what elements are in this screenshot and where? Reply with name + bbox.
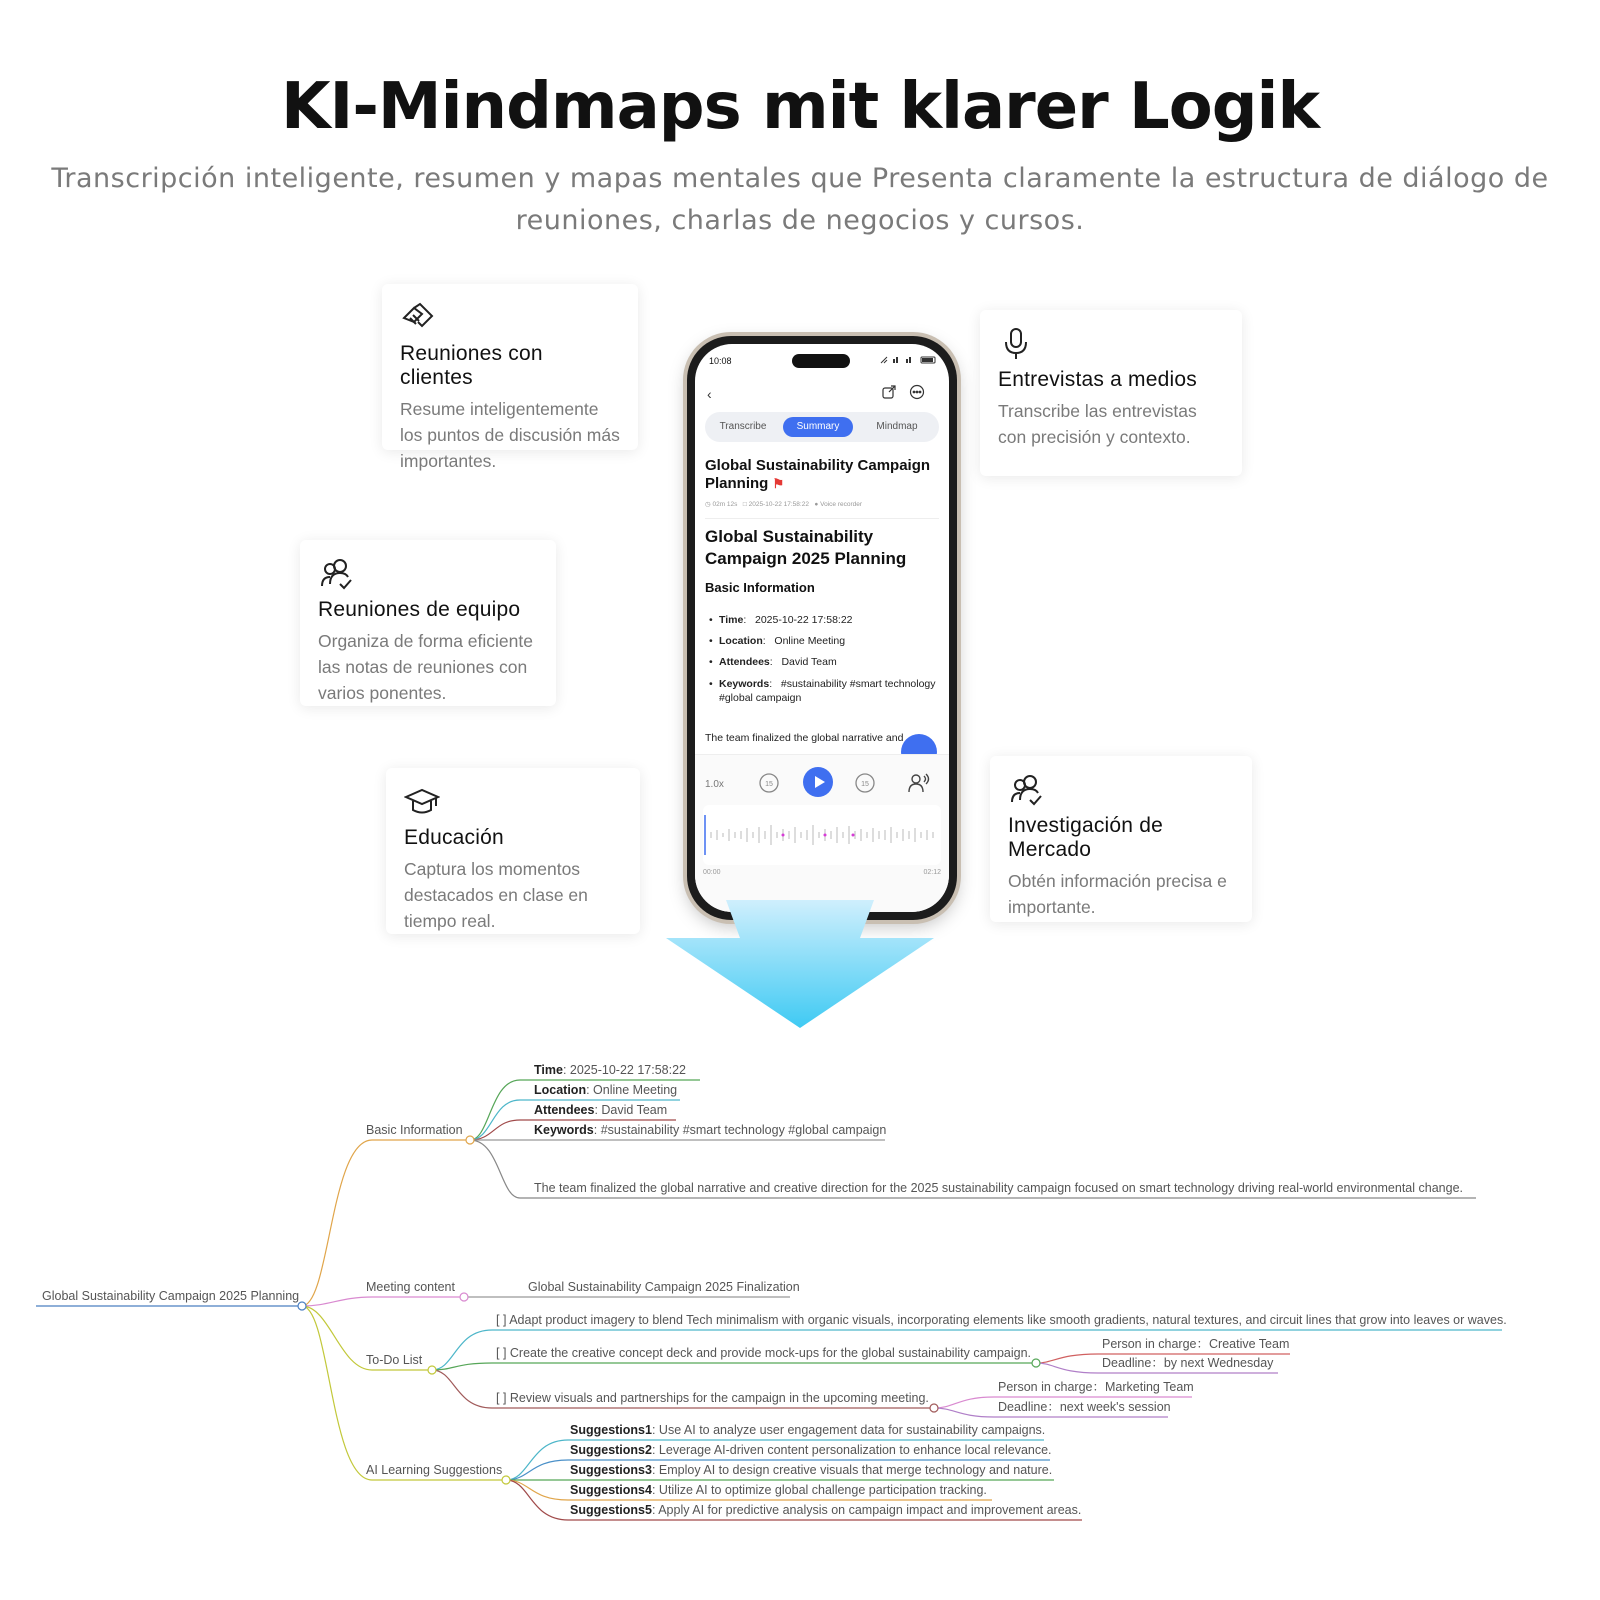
forward-15-icon[interactable] — [853, 771, 877, 795]
mic-small-icon: ● — [814, 501, 819, 508]
mm-label: Suggestions2 — [570, 1443, 652, 1457]
mm-location: Location: Online Meeting — [534, 1083, 678, 1097]
branch-todo: To-Do List — [366, 1353, 423, 1367]
card-text: Transcribe las entrevistas con precisión y contexto. — [998, 401, 1197, 447]
mm-value: : Utilize AI to optimize global challenge participation tracking. — [651, 1483, 987, 1497]
todo-item-2-person: Person in charge：Creative Team — [1102, 1337, 1290, 1351]
mm-summary: The team finalized the global narrative and creative direction for the 2025 sustainability campaign focused on smart technology driving real-world environmental change. — [534, 1181, 1463, 1195]
time-start: 00:00 — [703, 869, 721, 876]
branch-meeting-content: Meeting content — [366, 1280, 455, 1294]
time-end: 02:12 — [923, 869, 941, 876]
mm-label: Time — [534, 1063, 563, 1077]
card-title: Reuniones de equipo — [318, 598, 521, 621]
tab-summary[interactable]: Summary — [783, 417, 853, 437]
info-list — [709, 610, 937, 705]
mm-attendees: Attendees: David Team — [534, 1103, 668, 1117]
status-time: 10:08 — [709, 356, 732, 366]
todo-item-3: [ ] Review visuals and partnerships for the campaign in the upcoming meeting. — [496, 1391, 929, 1405]
ai-suggestion-4 — [570, 1483, 987, 1497]
mm-value: : Leverage AI-driven content personalization to enhance local relevance. — [651, 1443, 1052, 1457]
mm-time: Time: 2025-10-22 17:58:22 — [534, 1063, 686, 1077]
page-title: KI-Mindmaps mit klarer Logik — [280, 70, 1320, 144]
card-text: Organiza de forma eficiente las notas de reuniones con varios ponentes. — [318, 631, 533, 703]
research-icon — [1008, 772, 1044, 808]
tab-bar — [705, 412, 939, 442]
recording-title — [705, 457, 941, 493]
more-icon[interactable] — [909, 384, 925, 400]
mm-value: Online Meeting — [593, 1083, 678, 1097]
mm-value: #sustainability #smart technology #global campaign — [600, 1123, 887, 1137]
field-value: #sustainability #smart technology #global campaign — [719, 678, 936, 704]
mm-label: Location — [534, 1083, 587, 1097]
mm-keywords: Keywords: #sustainability #smart technology #global campaign — [534, 1123, 887, 1137]
list-item: • Time: 2025-10-22 17:58:22 — [709, 610, 937, 631]
todo-item-2: [ ] Create the creative concept deck and provide mock-ups for the global sustainability campaign. — [496, 1346, 1032, 1360]
share-icon[interactable] — [881, 384, 897, 400]
card-market-research — [990, 756, 1252, 922]
speed-button[interactable]: 1.0x — [705, 779, 724, 790]
card-title: Investigación de Mercado — [1008, 814, 1163, 861]
page-subtitle: Transcripción inteligente, resumen y mapas mentales que Presenta claramente la estructura de diálogo de reuniones, charlas de negocios y cursos. — [51, 163, 1549, 236]
field-label: Attendees — [719, 656, 770, 668]
meta-duration: 02m 12s — [712, 501, 738, 508]
ai-suggestion-1 — [570, 1423, 1045, 1437]
team-icon — [318, 556, 354, 592]
graduation-cap-icon — [404, 784, 440, 820]
play-button[interactable] — [803, 767, 833, 797]
mm-label: Keywords — [534, 1123, 594, 1137]
meta-source: Voice recorder — [820, 501, 863, 508]
dynamic-island — [792, 354, 850, 368]
field-value: 2025-10-22 17:58:22 — [755, 614, 853, 626]
ai-suggestion-2 — [570, 1443, 1052, 1457]
down-arrow — [664, 900, 936, 1030]
flag-icon: ⚑ — [772, 476, 785, 491]
skip-label: 15 — [861, 781, 869, 788]
tab-transcribe[interactable]: Transcribe — [719, 421, 767, 432]
branch-ai-suggestions: AI Learning Suggestions — [366, 1463, 503, 1477]
card-team-meetings — [300, 540, 556, 706]
tab-mindmap[interactable]: Mindmap — [876, 421, 918, 432]
card-text: Resume inteligentemente los puntos de discusión más importantes. — [400, 399, 620, 471]
mm-label: Suggestions3 — [570, 1463, 652, 1477]
mm-value: : Use AI to analyze user engagement data for sustainability campaigns. — [651, 1423, 1046, 1437]
todo-item-1: [ ] Adapt product imagery to blend Tech minimalism with organic visuals, incorporating elements like smooth gradients, natural textures, and circuit lines that grow into leaves or waves. — [496, 1313, 1507, 1327]
mindmap — [0, 1040, 1600, 1600]
recording-title-text: Global Sustainability Campaign Planning — [705, 457, 931, 492]
field-label: Keywords — [719, 678, 770, 690]
section-heading: Basic Information — [705, 580, 815, 595]
card-education — [386, 768, 640, 934]
field-label: Time — [719, 614, 744, 626]
card-title: Reuniones con clientes — [400, 342, 543, 389]
todo-item-2-deadline: Deadline：by next Wednesday — [1102, 1356, 1274, 1370]
field-label: Location — [719, 635, 763, 647]
signal-battery-icon — [879, 355, 939, 365]
field-value: Online Meeting — [774, 635, 846, 647]
card-title: Educación — [404, 826, 504, 849]
list-item: • Attendees: David Team — [709, 652, 937, 673]
card-title: Entrevistas a medios — [998, 368, 1197, 391]
divider — [705, 518, 939, 519]
mm-label: Suggestions1 — [570, 1423, 652, 1437]
recording-meta — [705, 500, 862, 508]
mm-value: : Employ AI to design creative visuals that merge technology and nature. — [651, 1463, 1053, 1477]
calendar-icon: □ — [742, 501, 747, 508]
field-value: David Team — [781, 656, 837, 668]
speaker-icon[interactable] — [907, 771, 931, 795]
list-item: • Location: Online Meeting — [709, 631, 937, 652]
mm-content-value: Global Sustainability Campaign 2025 Finalization — [528, 1280, 800, 1294]
list-item: • Keywords: #sustainability #smart technology #global campaign — [709, 677, 937, 705]
card-text: Obtén información precisa e importante. — [1008, 871, 1227, 917]
rewind-15-icon[interactable] — [757, 771, 781, 795]
mm-value: David Team — [601, 1103, 668, 1117]
mm-label: Suggestions5 — [570, 1503, 652, 1517]
ai-suggestion-3 — [570, 1463, 1052, 1477]
handshake-icon — [400, 300, 436, 336]
card-media-interviews — [980, 310, 1242, 476]
meta-date: 2025-10-22 17:58:22 — [748, 501, 809, 508]
mm-label: Suggestions4 — [570, 1483, 652, 1497]
phone-screen — [695, 344, 949, 912]
mindmap-root: Global Sustainability Campaign 2025 Planning — [42, 1289, 300, 1303]
mm-value: 2025-10-22 17:58:22 — [569, 1063, 686, 1077]
branch-basic-info: Basic Information — [366, 1123, 463, 1137]
summary-title: Global Sustainability Campaign 2025 Planning — [705, 527, 907, 568]
mm-label: Attendees — [534, 1103, 595, 1117]
todo-item-3-deadline: Deadline：next week's session — [998, 1400, 1171, 1414]
back-icon[interactable]: ‹ — [707, 386, 712, 402]
phone-mockup — [687, 336, 957, 920]
summary-paragraph: The team finalized the global narrative and — [705, 732, 904, 744]
ai-suggestion-5 — [570, 1503, 1081, 1517]
skip-label: 15 — [765, 781, 773, 788]
waveform[interactable] — [703, 805, 941, 865]
mm-value: : Apply AI for predictive analysis on campaign impact and improvement areas. — [651, 1503, 1082, 1517]
audio-player — [695, 754, 949, 912]
card-text: Captura los momentos destacados en clase en tiempo real. — [404, 859, 588, 931]
microphone-icon — [998, 326, 1034, 362]
card-client-meetings — [382, 284, 638, 471]
todo-item-3-person: Person in charge：Marketing Team — [998, 1380, 1194, 1394]
clock-icon: ◷ — [705, 501, 711, 508]
